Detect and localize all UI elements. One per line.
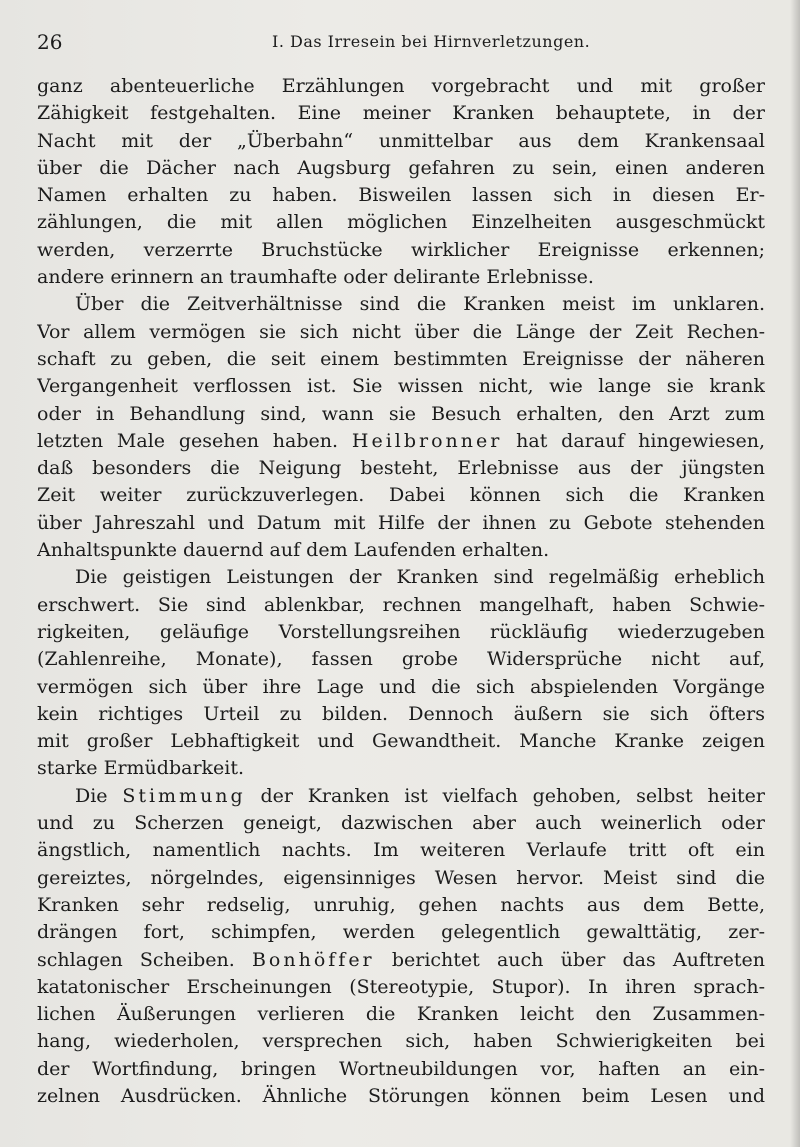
spaced-name: Stimmung: [122, 784, 246, 807]
text-line: Zeit weiter zurückzuverlegen. Dabei können sich die Kranken: [37, 484, 765, 507]
text-line: (Zahlenreihe, Monate), fassen grobe Widersprüche nicht auf,: [37, 648, 765, 671]
page-number: 26: [37, 30, 63, 54]
text-line: oder in Behandlung sind, wann sie Besuch erhalten, den Arzt zum: [37, 402, 765, 425]
text-line: Namen erhalten zu haben. Bisweilen lassen sich in diesen Er-: [37, 184, 765, 207]
text-line: erschwert. Sie sind ablenkbar, rechnen mangelhaft, haben Schwie-: [37, 593, 765, 616]
text-line: werden, verzerrte Bruchstücke wirklicher Ereignisse erkennen;: [37, 238, 765, 261]
text-line: rigkeiten, geläufige Vorstellungsreihen rückläufig wiederzugeben: [37, 620, 765, 643]
text-line: drängen fort, schimpfen, werden gelegentlich gewalttätig, zer-: [37, 921, 765, 944]
text-line: Vor allem vermögen sie sich nicht über die Länge der Zeit Rechen-: [37, 320, 765, 343]
text-line: und zu Scherzen geneigt, dazwischen aber auch weinerlich oder: [37, 812, 765, 835]
text-line: andere erinnern an traumhafte oder delirante Erlebnisse.: [37, 266, 594, 289]
text-line: Zähigkeit festgehalten. Eine meiner Kranken behauptete, in der: [37, 102, 765, 125]
page-header: [37, 30, 767, 56]
page-edge-shadow: [790, 0, 800, 1147]
text-line: Vergangenheit verflossen ist. Sie wissen nicht, wie lange sie krank: [37, 375, 765, 398]
text-line: über Jahreszahl und Datum mit Hilfe der ihnen zu Gebote stehenden: [37, 511, 765, 534]
text-line: mit großer Lebhaftigkeit und Gewandtheit. Manche Kranke zeigen: [37, 730, 765, 753]
spaced-name: Heilbronner: [351, 429, 503, 452]
text-line: Die geistigen Leistungen der Kranken sind regelmäßig erheblich: [75, 566, 765, 589]
text-line: ganz abenteuerliche Erzählungen vorgebracht und mit großer: [37, 75, 765, 97]
text-line: vermögen sich über ihre Lage und die sich abspielenden Vorgänge: [37, 675, 765, 698]
text-line: gereiztes, nörgelndes, eigensinniges Wesen hervor. Meist sind die: [37, 866, 765, 889]
text-line: Die Stimmung der Kranken ist vielfach gehoben, selbst heiter: [75, 784, 765, 807]
text-line: schlagen Scheiben. Bonhöffer berichtet auch über das Auftreten: [37, 948, 765, 971]
text-line: zählungen, die mit allen möglichen Einzelheiten ausgeschmückt: [37, 211, 765, 234]
text-line: ängstlich, namentlich nachts. Im weiteren Verlaufe tritt oft ein: [37, 839, 765, 862]
text-line: Nacht mit der „Überbahn“ unmittelbar aus dem Krankensaal: [37, 129, 765, 152]
text-line: kein richtiges Urteil zu bilden. Dennoch äußern sie sich öfters: [37, 702, 765, 725]
text-line: über die Dächer nach Augsburg gefahren zu sein, einen anderen: [37, 156, 765, 179]
text-line: Anhaltspunkte dauernd auf dem Laufenden erhalten.: [37, 539, 550, 562]
text-line: Über die Zeitverhältnisse sind die Kranken meist im unklaren.: [75, 293, 765, 316]
running-head: I. Das Irresein bei Hirnverletzungen.: [272, 32, 591, 51]
text-line: daß besonders die Neigung besteht, Erlebnisse aus der jüngsten: [37, 457, 765, 480]
text-line: starke Ermüdbarkeit.: [37, 757, 245, 780]
text-line: der Wortfindung, bringen Wortneubildungen vor, haften an ein-: [37, 1057, 765, 1080]
text-line: letzten Male gesehen haben. Heilbronner hat darauf hingewiesen,: [37, 429, 765, 452]
text-line: hang, wiederholen, versprechen sich, haben Schwierigkeiten bei: [37, 1030, 765, 1053]
spaced-name: Bonhöffer: [251, 948, 375, 971]
text-line: schaft zu geben, die seit einem bestimmten Ereignisse der näheren: [37, 347, 765, 370]
text-line: Kranken sehr redselig, unruhig, gehen nachts aus dem Bette,: [37, 893, 765, 916]
body-text: [37, 73, 765, 1110]
text-line: lichen Äußerungen verlieren die Kranken leicht den Zusammen-: [37, 1003, 765, 1026]
text-line: katatonischer Erscheinungen (Stereotypie, Stupor). In ihren sprach-: [37, 975, 765, 998]
text-line: zelnen Ausdrücken. Ähnliche Störungen können beim Lesen und: [37, 1084, 765, 1107]
